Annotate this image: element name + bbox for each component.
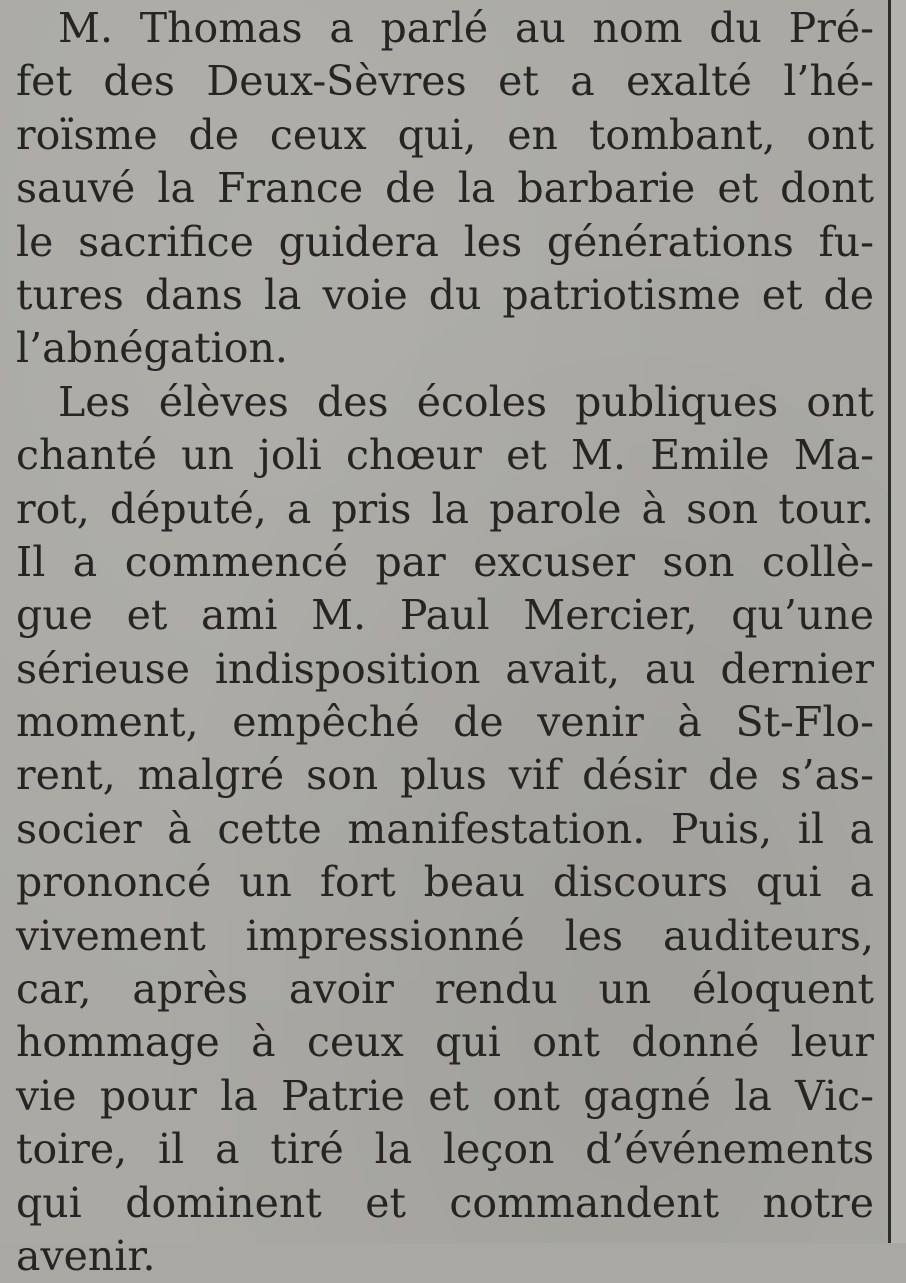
text-line: prononcé un fort beau discours qui a (16, 858, 874, 907)
text-line: l’abnégation. (16, 324, 288, 373)
text-line: toire, il a tiré la leçon d’événements (16, 1125, 874, 1174)
text-line: le sacrifice guidera les générations fu- (16, 217, 874, 266)
text-line: roïsme de ceux qui, en tombant, ont (16, 110, 874, 159)
text-line: tures dans la voie du patriotisme et de (16, 270, 874, 319)
text-line: rot, député, a pris la parole à son tour. (16, 484, 874, 533)
text-line: gue et ami M. Paul Mercier, qu’une (16, 591, 874, 640)
column-gutter (891, 0, 906, 1243)
text-line: socier à cette manifestation. Puis, il a (16, 804, 874, 853)
text-line: Les élèves des écoles publiques ont (58, 377, 874, 426)
text-line: sérieuse indisposition avait, au dernier (16, 644, 874, 693)
text-line: fet des Deux-Sèvres et a exalté l’hé- (16, 57, 874, 106)
text-line: vivement impressionné les auditeurs, (16, 911, 874, 960)
paragraph-1 (16, 2, 874, 376)
paragraph-2 (16, 376, 874, 1283)
text-line: qui dominent et commandent notre (16, 1178, 874, 1227)
text-line: chanté un joli chœur et M. Emile Ma- (16, 431, 874, 480)
text-line: M. Thomas a parlé au nom du Pré- (58, 4, 874, 52)
text-line: rent, malgré son plus vif désir de s’as- (16, 751, 874, 800)
text-line: Il a commencé par excuser son collè- (16, 537, 874, 586)
text-line: car, après avoir rendu un éloquent (16, 965, 874, 1014)
article-column (16, 2, 874, 1283)
text-line: moment, empêché de venir à St-Flo- (16, 698, 874, 747)
text-line: avenir. (16, 1231, 156, 1280)
text-line: hommage à ceux qui ont donné leur (16, 1018, 874, 1067)
text-line: vie pour la Patrie et ont gagné la Vic- (16, 1071, 874, 1120)
text-line: sauvé la France de la barbarie et dont (16, 164, 874, 213)
